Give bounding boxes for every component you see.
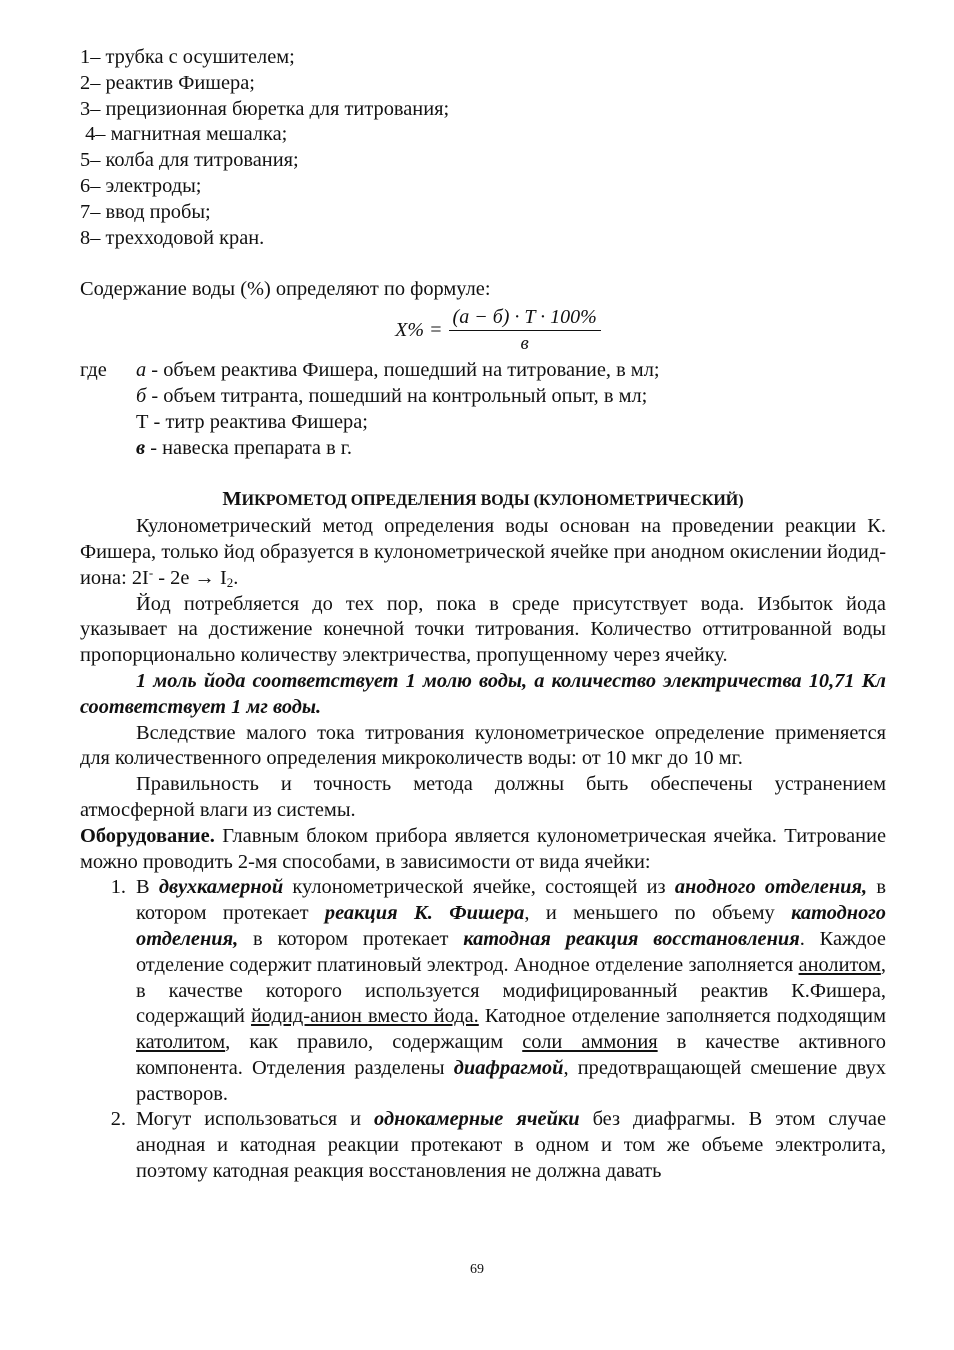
legend-item: 3– прецизионная бюретка для титрования; [80,97,450,120]
definition-a-text: - объем реактива Фишера, пошедший на титрование, в мл; [146,359,660,382]
figure-legend [80,45,886,251]
legend-item: 8– трехходовой кран. [80,226,265,249]
emphasis: анодного отделения, [674,876,868,899]
list-number: 1. [110,876,126,899]
definition-v [136,436,886,462]
list-number: 2. [110,1108,126,1131]
text-run: в котором протекает [136,876,886,925]
definition-b [136,384,886,410]
emphasis: диафрагмой [453,1056,564,1079]
text-run: , как правило, содержащим [225,1031,523,1054]
legend-item: 4– магнитная мешалка; [80,123,288,146]
definition-t-text: Т - титр реактива Фишера; [136,410,368,433]
text-run: без диафрагмы. В этом случае анодная и катодная реакции протекают в одном и том же объеме электролита, поэтому катодная реакция восстановления не должна давать [136,1108,886,1183]
text-run: в котором протекает [238,927,464,950]
emphasis: двухкамерной [158,876,284,899]
text-run: В [136,876,159,899]
heading-cap: М [222,488,242,511]
legend-item: 5– колба для титрования; [80,149,299,172]
text-run: , и меньшего по объему [524,902,792,925]
definition-b-text: - объем титранта, пошедший на контрольный опыт, в мл; [146,384,648,407]
p1-text-b: - 2е → I [153,566,227,589]
where-word: где [80,359,107,382]
text-run: кулонометрической ячейке, состоящей из [283,876,675,899]
emphasis: однокамерные ячейки [374,1108,580,1131]
symbol-b: б [136,384,147,407]
formula-denominator: в [520,333,529,355]
equipment-text: Главным блоком прибора является кулонометрическая ячейка. Титрование можно проводить 2-мя способами, в зависимости от вида ячейки: [80,824,886,873]
p1-sup: - [148,564,154,580]
p1-text-c: . [233,566,239,589]
paragraph-method [80,514,886,591]
page-body [80,45,886,1185]
text-run: Могут использоваться и [136,1108,375,1131]
paragraph-accuracy: Правильность и точность метода должны быть обеспечены устранением атмосферной влаги из системы. [80,773,886,821]
text-run: . Каждое отделение содержит платиновый электрод. Анодное отделение заполняется [136,927,886,976]
list-item [80,1107,886,1184]
cell-types-list [80,875,886,1185]
paragraph-iodine: Йод потребляется до тех пор, пока в среде присутствует вода. Избыток йода указывает на достижение конечной точки титрования. Количество оттитрованной воды пропорционально количеству электричества, пропущенному через ячейку. [80,592,886,667]
section-heading [80,487,886,514]
text-run: , предотвращающей смешение двух растворов. [136,1056,886,1105]
list-item [80,875,886,1107]
text-run: Катодное отделение заполняется подходящим [478,1005,886,1028]
underlined-term: католитом [136,1031,226,1054]
symbol-a: а [136,359,147,382]
legend-item: 7– ввод пробы; [80,200,211,223]
formula-lhs: X% = [395,318,443,341]
definition-a [136,358,886,384]
page-number: 69 [470,1262,484,1277]
formula-intro: Содержание воды (%) определяют по формуле: [80,278,491,301]
list-item-body [136,875,886,1107]
water-content-formula [395,305,601,356]
legend-item: 2– реактив Фишера; [80,71,255,94]
text-run: в качестве активного компонента. Отделения разделены [136,1031,886,1079]
formula-numerator: (а − б) · T · 100% [449,305,601,331]
p1-text-a: Кулонометрический метод определения воды основан на проведении реакции К. Фишера, только йод образуется в кулонометрической ячейке при анодном окислении йодид-иона: 2I [80,515,886,589]
emphasis: катодного отделения, [136,902,887,950]
list-item-body [136,1107,886,1184]
spacer [80,251,886,277]
formula-row [80,305,886,356]
emphasis: катодная реакция восстановления [463,927,800,950]
p1-sub: 2 [226,574,234,590]
definition-t [136,410,886,436]
emphasis: реакция К. Фишера [324,902,525,925]
equipment-label: Оборудование. [80,824,215,847]
text-run: , в качестве которого используется модифицированный реактив К.Фишера, содержащий [136,953,886,1028]
underlined-term: йодид-анион вместо йода. [251,1005,479,1028]
definition-v-text: - навеска препарата в г. [145,436,352,459]
formula-fraction [449,305,601,356]
heading-rest: ИКРОМЕТОД ОПРЕДЕЛЕНИЯ ВОДЫ (КУЛОНОМЕТРИЧЕСКИЙ) [241,492,744,510]
paragraph-key-fact: 1 моль йода соответствует 1 молю воды, а количество электричества 10,71 Кл соответствует 1 мг воды. [80,669,886,718]
symbol-v: в [136,436,146,459]
variable-definitions [80,358,886,461]
underlined-term: соли аммония [522,1031,658,1054]
paragraph-equipment [80,824,886,876]
paragraph-range: Вследствие малого тока титрования кулонометрическое определение применяется для количественного определения микроколичеств воды: от 10 мкг до 10 мг. [80,721,886,770]
underlined-term: анолитом [798,953,881,976]
legend-item: 1– трубка с осушителем; [80,46,295,68]
legend-item: 6– электроды; [80,174,202,197]
